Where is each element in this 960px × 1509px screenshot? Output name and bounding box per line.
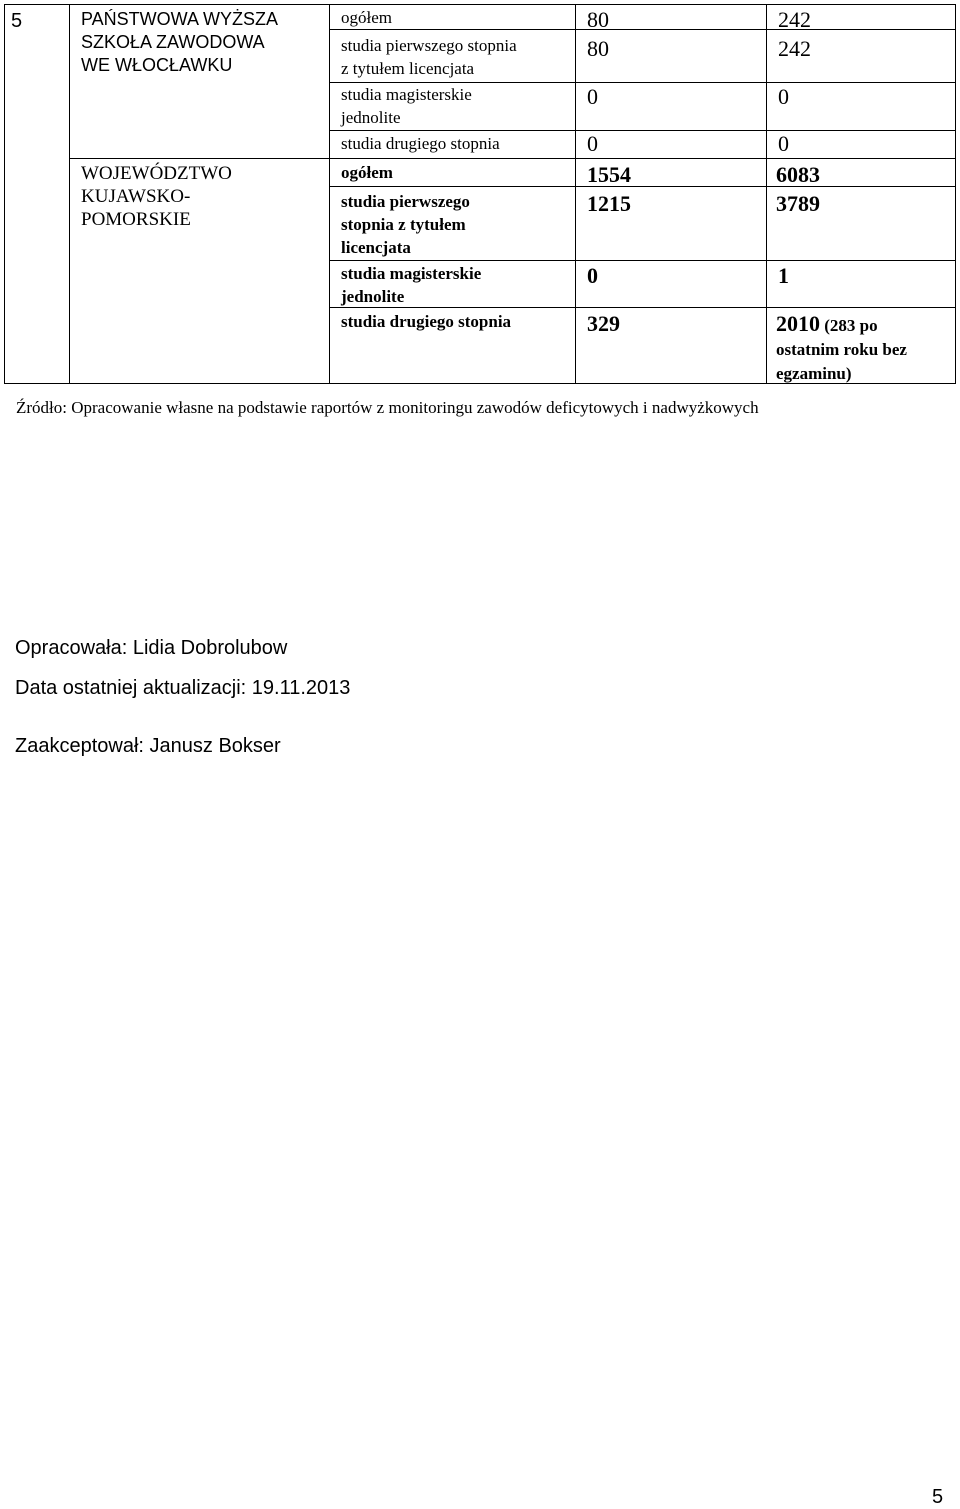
voivodeship-name-line: KUJAWSKO-	[81, 186, 191, 207]
voiv-row-value-2: 1	[778, 263, 789, 288]
value-line	[776, 312, 907, 338]
voiv-row-label-first-cycle	[341, 190, 470, 259]
voiv-row-value-2: 3789	[776, 191, 820, 216]
row-divider	[69, 158, 955, 159]
page-number: 5	[932, 1486, 944, 1508]
voiv-row-value-2-cell	[776, 312, 907, 386]
label-line: studia magisterskie	[341, 85, 472, 104]
label-line: jednolite	[341, 287, 405, 306]
voiv-row-label-total: ogółem	[341, 163, 393, 182]
prepared-by: Opracowała: Lidia Dobrolubow	[15, 637, 288, 659]
voiv-row-value-2: 2010	[776, 311, 820, 336]
univ-row-value-2: 0	[778, 131, 789, 156]
university-name-line: SZKOŁA ZAWODOWA	[81, 32, 265, 52]
univ-row-value-1: 0	[587, 131, 598, 156]
value-note: egzaminu)	[776, 364, 852, 383]
university-name	[81, 8, 278, 77]
label-line: studia magisterskie	[341, 264, 482, 283]
university-name-line: WE WŁOCŁAWKU	[81, 55, 233, 75]
value-note: ostatnim roku bez	[776, 340, 907, 359]
univ-row-value-1: 0	[587, 84, 598, 109]
univ-row-value-2: 0	[778, 84, 789, 109]
univ-row-value-2: 242	[778, 36, 811, 61]
row-divider	[329, 186, 955, 187]
voivodeship-name-line: POMORSKIE	[81, 209, 191, 230]
univ-row-label-total: ogółem	[341, 8, 392, 27]
col-divider	[69, 5, 70, 383]
row-number: 5	[11, 10, 23, 32]
col-divider	[575, 5, 576, 383]
univ-row-value-1: 80	[587, 36, 609, 61]
voiv-row-value-2: 6083	[776, 162, 820, 187]
label-line: jednolite	[341, 108, 401, 127]
voiv-row-label-second-cycle: studia drugiego stopnia	[341, 312, 512, 331]
row-divider	[329, 29, 955, 30]
label-line: studia pierwszego	[341, 192, 470, 211]
voiv-row-value-1: 0	[587, 263, 598, 288]
value-note: (283 po	[824, 316, 878, 335]
label-line: z tytułem licencjata	[341, 59, 475, 78]
accepted-by: Zaakceptował: Janusz Bokser	[15, 735, 281, 757]
univ-row-value-1: 80	[587, 7, 609, 32]
univ-row-label-first-cycle	[341, 34, 517, 80]
voiv-row-value-1: 329	[587, 311, 620, 336]
source-note: Źródło: Opracowanie własne na podstawie raportów z monitoringu zawodów deficytowych i nadwyżkowych	[16, 398, 759, 417]
univ-row-label-long-cycle	[341, 83, 472, 129]
voiv-row-value-1: 1554	[587, 162, 631, 187]
col-divider	[329, 5, 330, 383]
voivodeship-name	[81, 162, 232, 231]
label-line: studia pierwszego stopnia	[341, 36, 517, 55]
row-divider	[329, 130, 955, 131]
univ-row-label-second-cycle: studia drugiego stopnia	[341, 134, 500, 153]
row-divider	[329, 260, 955, 261]
voivodeship-name-line: WOJEWÓDZTWO	[81, 163, 232, 184]
university-name-line: PAŃSTWOWA WYŻSZA	[81, 9, 278, 29]
label-line: licencjata	[341, 238, 411, 257]
last-update: Data ostatniej aktualizacji: 19.11.2013	[15, 677, 351, 699]
data-table	[4, 4, 956, 384]
col-divider	[766, 5, 767, 383]
voiv-row-value-1: 1215	[587, 191, 631, 216]
voiv-row-label-long-cycle	[341, 262, 481, 308]
label-line: stopnia z tytułem	[341, 215, 466, 234]
univ-row-value-2: 242	[778, 7, 811, 32]
